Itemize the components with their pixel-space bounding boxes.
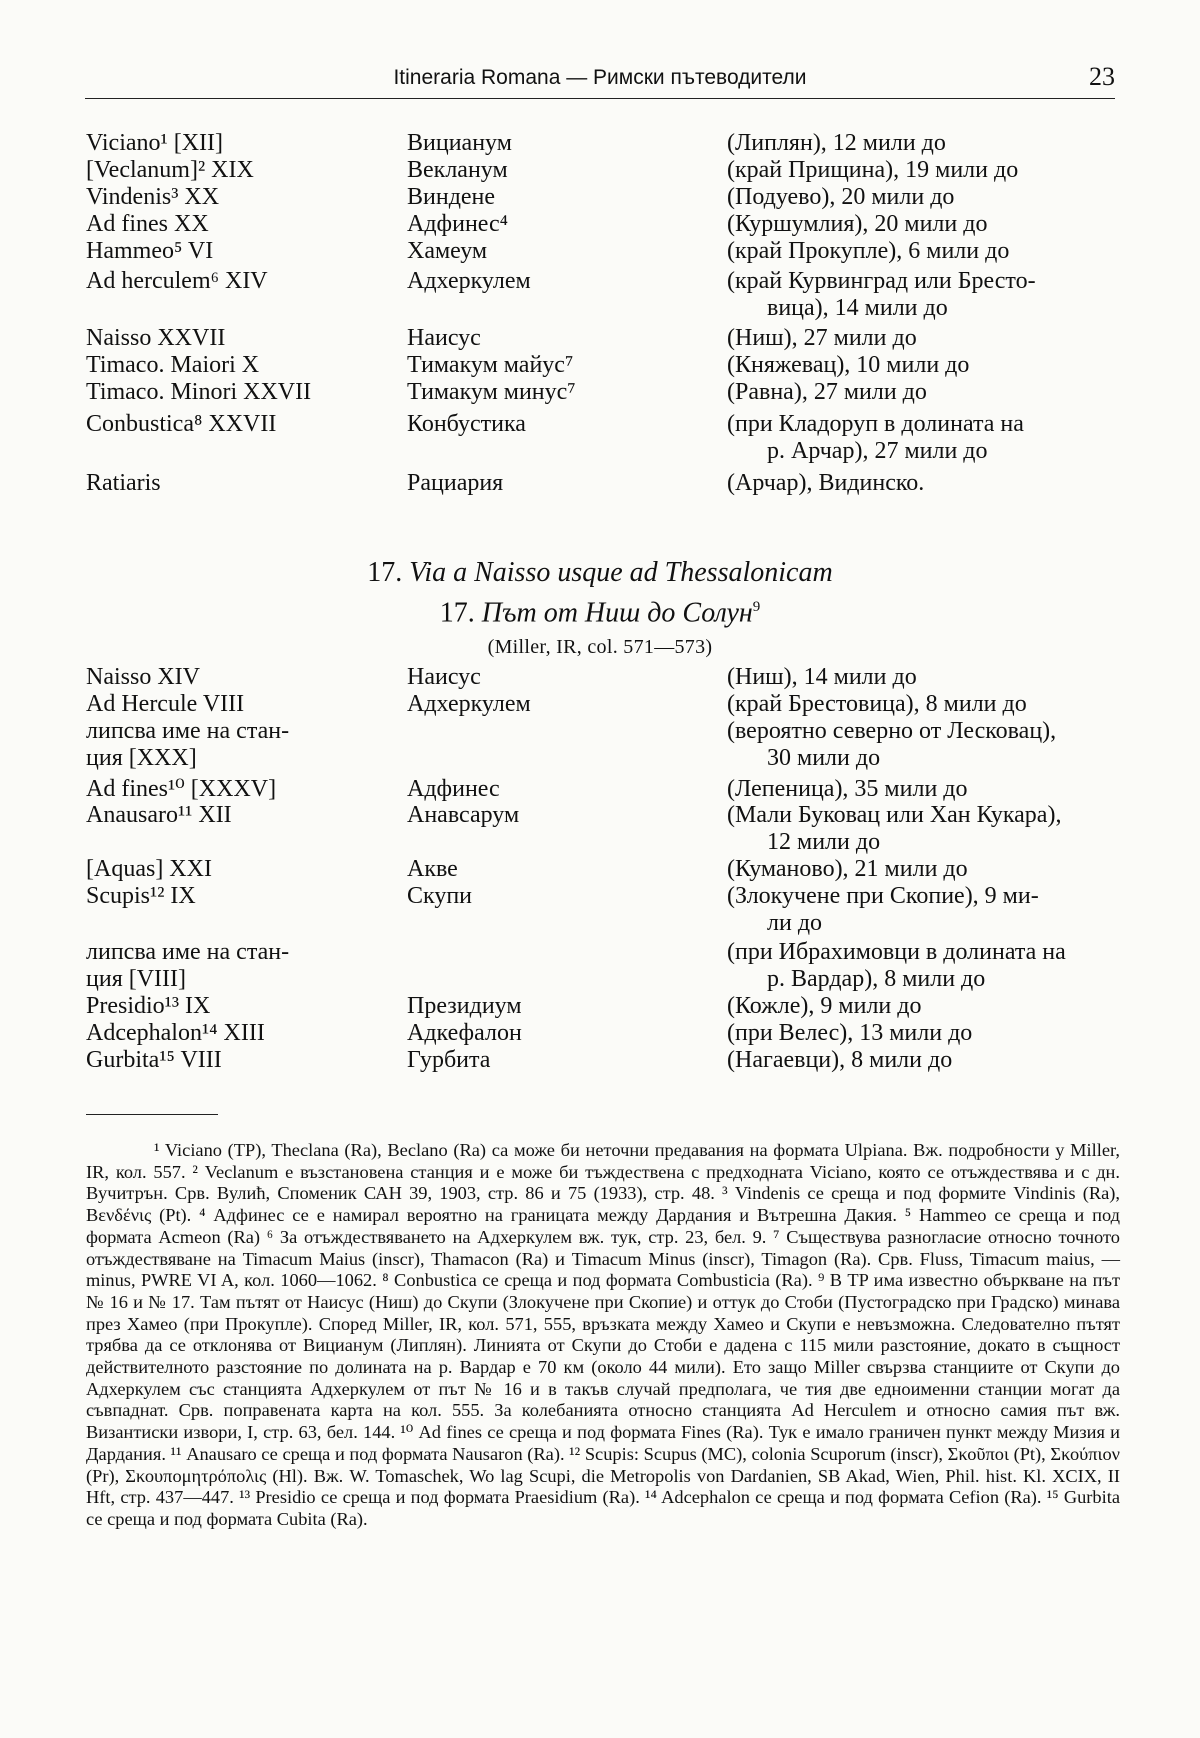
cell-line: (при Велес), 13 мили до bbox=[727, 1020, 973, 1046]
cell-line: Президиум bbox=[407, 993, 522, 1019]
cell-line: Адфинес bbox=[407, 776, 500, 802]
cell-line: (Липлян), 12 мили до bbox=[727, 130, 946, 156]
cell-line: Gurbita¹⁵ VIII bbox=[86, 1047, 222, 1073]
cell-line: Рациария bbox=[407, 470, 504, 496]
cell-line: Conbustica⁸ XXVII bbox=[86, 411, 277, 437]
bulgarian-station-cell bbox=[407, 379, 707, 406]
cell-line: Хамеум bbox=[407, 238, 488, 264]
cell-line: Векланум bbox=[407, 157, 508, 183]
cell-line: Naisso XXVII bbox=[86, 325, 226, 351]
location-distance-cell bbox=[727, 718, 1127, 772]
cell-line: Вицианум bbox=[407, 130, 512, 156]
location-distance-cell bbox=[727, 883, 1127, 937]
latin-station-cell bbox=[86, 1020, 386, 1047]
cell-line: Виндене bbox=[407, 184, 496, 210]
cell-line: Гурбита bbox=[407, 1047, 491, 1073]
cell-line: Адхеркулем bbox=[407, 691, 531, 717]
cell-line: Naisso XIV bbox=[86, 664, 200, 690]
location-distance-cell bbox=[727, 470, 1127, 497]
cell-line: липсва име на стан- bbox=[86, 718, 290, 744]
bulgarian-station-cell bbox=[407, 184, 707, 211]
bulgarian-station-cell bbox=[407, 268, 707, 295]
latin-station-cell bbox=[86, 776, 386, 803]
latin-station-cell bbox=[86, 470, 386, 497]
location-distance-cell bbox=[727, 352, 1127, 379]
cell-line: (Куршумлия), 20 мили до bbox=[727, 211, 988, 237]
section-title-bulgarian: 17. Път от Ниш до Солун$^9$ bbox=[439, 597, 761, 629]
latin-station-cell bbox=[86, 211, 386, 238]
section-17-heading bbox=[0, 556, 1200, 660]
cell-line: Тимакум минус⁷ bbox=[407, 379, 576, 405]
section-title-latin: 17. Via a Naisso usque ad Thessalonicam bbox=[367, 557, 833, 588]
bulgarian-station-cell bbox=[407, 325, 707, 352]
location-distance-cell bbox=[727, 939, 1127, 993]
bulgarian-station-cell bbox=[407, 802, 707, 829]
latin-station-cell bbox=[86, 664, 386, 691]
cell-line: Viciano¹ [XII] bbox=[86, 130, 224, 156]
latin-station-cell bbox=[86, 268, 386, 295]
cell-line: Hammeo⁵ VI bbox=[86, 238, 214, 264]
location-distance-cell bbox=[727, 993, 1127, 1020]
latin-station-cell bbox=[86, 802, 386, 829]
location-distance-cell bbox=[727, 379, 1127, 406]
location-distance-cell bbox=[727, 211, 1127, 238]
cell-line: Адхеркулем bbox=[407, 268, 531, 294]
latin-station-cell bbox=[86, 856, 386, 883]
cell-line: (Арчар), Видинско. bbox=[727, 470, 925, 496]
cell-line: Конбустика bbox=[407, 411, 526, 437]
cell-line: (при Ибрахимовци в долината на bbox=[727, 939, 1066, 965]
bulgarian-station-cell bbox=[407, 352, 707, 379]
cell-line: [Aquas] XXI bbox=[86, 856, 212, 882]
cell-line: (Княжевац), 10 мили до bbox=[727, 352, 970, 378]
cell-line: Ad fines XX bbox=[86, 211, 209, 237]
cell-line: (Мали Буковац или Хан Кукара), bbox=[727, 802, 1062, 828]
latin-station-cell bbox=[86, 325, 386, 352]
cell-line: Ad herculem⁶ XIV bbox=[86, 268, 268, 294]
cell-line: (Злокучене при Скопие), 9 ми- bbox=[727, 883, 1039, 909]
bulgarian-station-cell bbox=[407, 238, 707, 265]
section-reference: (Miller, IR, col. 571—573) bbox=[487, 636, 713, 659]
bulgarian-station-cell bbox=[407, 130, 707, 157]
bulgarian-station-cell bbox=[407, 470, 707, 497]
cell-line: (Куманово), 21 мили до bbox=[727, 856, 968, 882]
running-header bbox=[85, 58, 1115, 99]
latin-station-cell bbox=[86, 1047, 386, 1074]
running-title: Itineraria Romana — Римски пътеводители bbox=[393, 66, 807, 89]
latin-station-cell bbox=[86, 379, 386, 406]
bulgarian-station-cell bbox=[407, 883, 707, 910]
location-distance-cell bbox=[727, 130, 1127, 157]
location-distance-cell bbox=[727, 776, 1127, 803]
bulgarian-station-cell bbox=[407, 664, 707, 691]
cell-line: 30 мили до bbox=[767, 745, 881, 771]
cell-line: (Равна), 27 мили до bbox=[727, 379, 927, 405]
cell-line: Тимакум майус⁷ bbox=[407, 352, 574, 378]
latin-station-cell bbox=[86, 411, 386, 438]
location-distance-cell bbox=[727, 856, 1127, 883]
cell-line: Скупи bbox=[407, 883, 473, 909]
bulgarian-station-cell bbox=[407, 776, 707, 803]
footnotes-text: ¹ Viciano (TP), Theclana (Ra), Beclano (Ra) са може би неточни предавания на формата Ulpiana. Вж. подробности у Miller, IR, кол. 557. ² Veclanum е възстановена станция и е може би тъждествена с предходната Viciano, която се отъждествява и с дн. Вучитрън. Срв. Вулић, Споменик САН 39, 1903, стр. 86 и 75 (1933), стр. 48. ³ Vindenis се среща и под формите Vindinis (Ra), Βενδένις (Pt). ⁴ Адфинес се е намирал вероятно на границата между Дардания и Вътрешна Дакия. ⁵ Hammeo се среща и под формата Acmeon (Ra) ⁶ За отъждествяването на Адхеркулем вж. тук, стр. 23, бел. 9. ⁷ Съществува разногласие относно точното отъждествяване на Timacum Maius (inscr), Thamacon (Ra) и Timacum Minus (inscr), Timagon (Ra). Срв. Fluss, Timacum maius, — minus, PWRE VI A, кол. 1060—1062. ⁸ Conbustica се среща и под формата Combusticia (Ra). ⁹ В TP има известно объркване на път № 16 и № 17. Там пътят от Наисус (Ниш) до Скупи (Злокучене при Скопие) и оттук до Стоби (Пустоградско при Градско) минава през Хамео (при Прокупле). Според Miller, IR, кол. 571, 555, връзката между Хамео и Скупи е невъзможна. Следователно пътят трябва да се отклонява от Вицианум (Липлян). Линията от Скупи до Стоби е дадена с 115 мили разстояние, докато в същност действителното разстояние по долината на р. Вардар е 70 км (около 44 мили). Ето защо Miller свързва станциите от Скупи до Адхеркулем със станцията Адхеркулем от път № 16 и в такъв случай предполага, че тия две едноименни станции могат да съвпаднат. Срв. поправената карта на кол. 555. За колебанията относно станцията Ad Herculem и относно самия път вж. Византиски извори, I, стр. 63, бел. 144. ¹⁰ Ad fines се среща и под формата Fines (Ra). Тук е имало граничен пункт между Мизия и Дардания. ¹¹ Anausaro се среща и под формата Nausaron (Ra). ¹² Scupis: Scupus (MC), colonia Scuporum (inscr), Σκοῦποι (Pt), Σκούπιον (Pr), Σκουπομητρόπολις (Hl). Вж. W. Tomaschek, Wo lag Scupi, die Metropolis von Dardanien, SB Akad, Wien, Phil. hist. Kl. XCIX, II Hft, стр. 437—447. ¹³ Presidio се среща и под формата Praesidium (Ra). ¹⁴ Adcephalon се среща и под формата Cefion (Ra). ¹⁵ Gurbita се среща и под формата Cubita (Ra). bbox=[86, 1140, 1120, 1529]
cell-line: [Veclanum]² XIX bbox=[86, 157, 254, 183]
cell-line: липсва име на стан- bbox=[86, 939, 290, 965]
latin-station-cell bbox=[86, 883, 386, 910]
cell-line: (Нагаевци), 8 мили до bbox=[727, 1047, 953, 1073]
bulgarian-station-cell bbox=[407, 411, 707, 438]
bulgarian-station-cell bbox=[407, 157, 707, 184]
bulgarian-station-cell bbox=[407, 691, 707, 718]
cell-line: Adcephalon¹⁴ XIII bbox=[86, 1020, 265, 1046]
cell-line: 12 мили до bbox=[767, 829, 881, 855]
location-distance-cell bbox=[727, 268, 1127, 322]
latin-station-cell bbox=[86, 993, 386, 1020]
cell-line: (край Прищина), 19 мили до bbox=[727, 157, 1019, 183]
cell-line: (край Прокупле), 6 мили до bbox=[727, 238, 1010, 264]
location-distance-cell bbox=[727, 325, 1127, 352]
cell-line: Scupis¹² IX bbox=[86, 883, 196, 909]
latin-station-cell bbox=[86, 939, 386, 993]
cell-line: (Подуево), 20 мили до bbox=[727, 184, 955, 210]
latin-station-cell bbox=[86, 718, 386, 772]
footnotes bbox=[86, 1140, 1120, 1531]
location-distance-cell bbox=[727, 238, 1127, 265]
cell-line: (край Брестовица), 8 мили до bbox=[727, 691, 1027, 717]
location-distance-cell bbox=[727, 691, 1127, 718]
cell-line: (Кожле), 9 мили до bbox=[727, 993, 922, 1019]
location-distance-cell bbox=[727, 802, 1127, 856]
cell-line: Акве bbox=[407, 856, 458, 882]
cell-line: Ratiaris bbox=[86, 470, 161, 496]
footnote-divider bbox=[86, 1114, 218, 1115]
page-number: 23 bbox=[1089, 62, 1115, 91]
cell-line: (край Курвинград или Бресто- bbox=[727, 268, 1036, 294]
cell-line: Анавсарум bbox=[407, 802, 520, 828]
cell-line: (Ниш), 27 мили до bbox=[727, 325, 917, 351]
cell-line: Timaco. Maiori X bbox=[86, 352, 260, 378]
cell-line: Timaco. Minori XXVII bbox=[86, 379, 312, 405]
cell-line: ли до bbox=[767, 910, 823, 936]
cell-line: р. Арчар), 27 мили до bbox=[767, 438, 988, 464]
cell-line: Ad fines¹⁰ [XXXV] bbox=[86, 776, 277, 802]
location-distance-cell bbox=[727, 1047, 1127, 1074]
bulgarian-station-cell bbox=[407, 1020, 707, 1047]
cell-line: ция [XXX] bbox=[86, 745, 197, 771]
location-distance-cell bbox=[727, 157, 1127, 184]
latin-station-cell bbox=[86, 130, 386, 157]
cell-line: вица), 14 мили до bbox=[767, 295, 948, 321]
cell-line: (Лепеница), 35 мили до bbox=[727, 776, 968, 802]
latin-station-cell bbox=[86, 691, 386, 718]
cell-line: Ad Hercule VIII bbox=[86, 691, 245, 717]
latin-station-cell bbox=[86, 157, 386, 184]
cell-line: Адкефалон bbox=[407, 1020, 522, 1046]
location-distance-cell bbox=[727, 664, 1127, 691]
cell-line: (при Кладоруп в долината на bbox=[727, 411, 1024, 437]
cell-line: Anausaro¹¹ XII bbox=[86, 802, 232, 828]
location-distance-cell bbox=[727, 184, 1127, 211]
bulgarian-station-cell bbox=[407, 856, 707, 883]
bulgarian-station-cell bbox=[407, 993, 707, 1020]
cell-line: (Ниш), 14 мили до bbox=[727, 664, 917, 690]
cell-line: Наисус bbox=[407, 325, 481, 351]
latin-station-cell bbox=[86, 184, 386, 211]
cell-line: Vindenis³ XX bbox=[86, 184, 220, 210]
bulgarian-station-cell bbox=[407, 211, 707, 238]
cell-line: Наисус bbox=[407, 664, 481, 690]
cell-line: Presidio¹³ IX bbox=[86, 993, 211, 1019]
cell-line: (вероятно северно от Лесковац), bbox=[727, 718, 1057, 744]
latin-station-cell bbox=[86, 238, 386, 265]
cell-line: р. Вардар), 8 мили до bbox=[767, 966, 986, 992]
cell-line: ция [VIII] bbox=[86, 966, 187, 992]
location-distance-cell bbox=[727, 1020, 1127, 1047]
latin-station-cell bbox=[86, 352, 386, 379]
cell-line: Адфинес⁴ bbox=[407, 211, 509, 237]
location-distance-cell bbox=[727, 411, 1127, 465]
bulgarian-station-cell bbox=[407, 1047, 707, 1074]
